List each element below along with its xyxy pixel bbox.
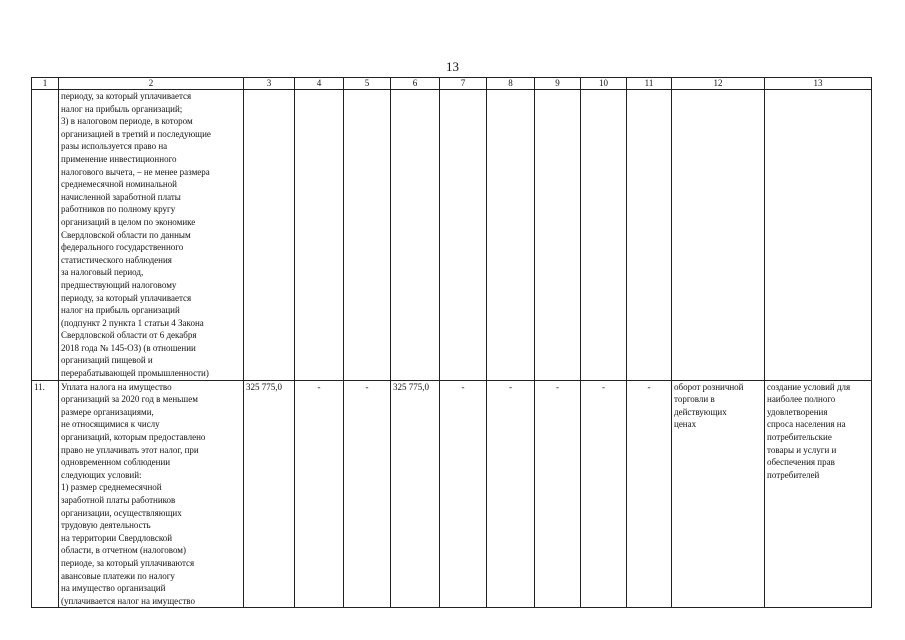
value-cell: - (581, 380, 627, 608)
value-cell (627, 90, 672, 381)
table-row (32, 380, 872, 608)
row-number-cell (32, 90, 59, 381)
value-cell (487, 90, 535, 381)
value-cell: 325 775,0 (244, 380, 295, 608)
value-cell: - (440, 380, 487, 608)
indicator-cell: оборот розничной торговли в действующих ценах (672, 380, 765, 608)
header-cell: 4 (295, 78, 344, 90)
table-row (32, 90, 872, 381)
header-cell: 3 (244, 78, 295, 90)
document-table (31, 77, 872, 608)
value-cell: - (487, 380, 535, 608)
value-cell: - (535, 380, 581, 608)
header-cell: 12 (672, 78, 765, 90)
header-cell: 5 (344, 78, 391, 90)
value-cell: - (295, 380, 344, 608)
page-number: 13 (446, 59, 459, 74)
goal-cell: создание условий для наиболее полного удовлетворения спроса населения на потребительские товары и услуги и обеспечения прав потребителей (765, 380, 872, 608)
goal-cell (765, 90, 872, 381)
value-cell: - (344, 380, 391, 608)
header-cell: 9 (535, 78, 581, 90)
value-cell (344, 90, 391, 381)
value-cell (581, 90, 627, 381)
row-number-cell: 11. (32, 380, 59, 608)
header-cell: 7 (440, 78, 487, 90)
description-cell: периоду, за который уплачивается налог на прибыль организаций; 3) в налоговом периоде, в котором организацией в третий и последующие разы используется право на применение инвестиционного налогового вычета, – не менее размера среднемесячной номинальной начисленной заработной платы работников по полному кругу организаций в целом по экономике Свердловской области по данным федерального государственного статистического наблюдения за налоговый период, предшествующий налоговому периоду, за который уплачивается налог на прибыль организаций (подпункт 2 пункта 1 статьи 4 Закона Свердловской области от 6 декабря 2018 года № 145-ОЗ) (в отношении организаций пищевой и перерабатывающей промышленности) (59, 90, 244, 381)
value-cell (295, 90, 344, 381)
value-cell: 325 775,0 (391, 380, 440, 608)
header-cell: 11 (627, 78, 672, 90)
value-cell (244, 90, 295, 381)
indicator-cell (672, 90, 765, 381)
value-cell (535, 90, 581, 381)
description-cell: Уплата налога на имущество организаций за 2020 год в меньшем размере организациями, не относящимися к числу организаций, которым предоставлено право не уплачивать этот налог, при одновременном соблюдении следующих условий: 1) размер среднемесячной заработной платы работников организации, осуществляющих трудовую деятельность на территории Свердловской области, в отчетном (налоговом) периоде, за который уплачиваются авансовые платежи по налогу на имущество организаций (уплачивается налог на имущество (59, 380, 244, 608)
header-cell: 13 (765, 78, 872, 90)
table-header-row (32, 78, 872, 90)
value-cell (440, 90, 487, 381)
value-cell (391, 90, 440, 381)
value-cell: - (627, 380, 672, 608)
header-cell: 8 (487, 78, 535, 90)
header-cell: 1 (32, 78, 59, 90)
header-cell: 6 (391, 78, 440, 90)
header-cell: 10 (581, 78, 627, 90)
header-cell: 2 (59, 78, 244, 90)
